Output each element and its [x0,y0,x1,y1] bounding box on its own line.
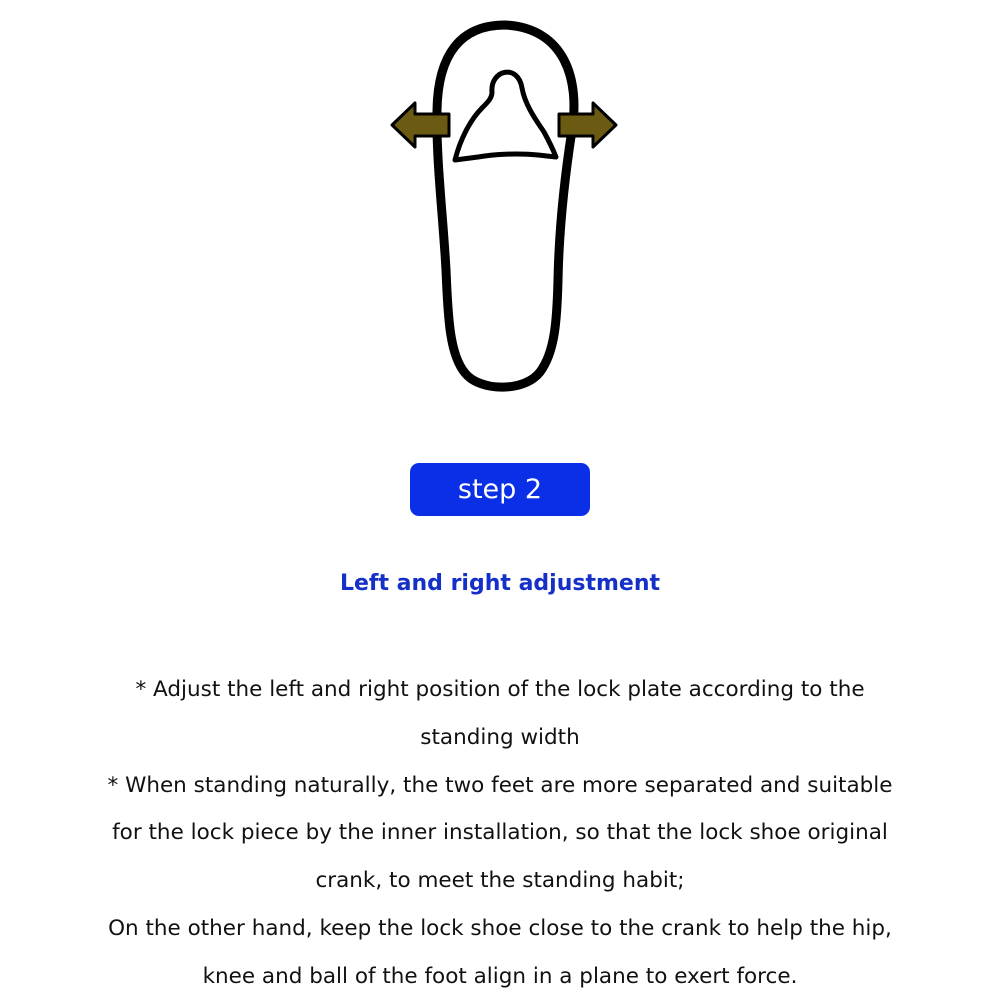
section-title: Left and right adjustment [339,571,660,596]
step-badge [410,463,590,516]
description-line: * When standing naturally, the two feet are more separated and suitable [107,772,893,798]
description-text [60,666,940,1001]
description-line: standing width [420,724,580,750]
step-label: step 2 [457,474,543,505]
description-line: crank, to meet the standing habit; [315,868,685,894]
shoe-cleat-diagram [380,15,630,400]
description-line: for the lock piece by the inner installation, so that the lock shoe original [112,820,888,846]
description-line: On the other hand, keep the lock shoe close to the crank to help the hip, [108,915,892,941]
cleat-plate-icon [455,72,556,160]
description-line: * Adjust the left and right position of the lock plate according to the [135,677,865,702]
description-line: knee and ball of the foot align in a plane to exert force. [202,963,798,989]
